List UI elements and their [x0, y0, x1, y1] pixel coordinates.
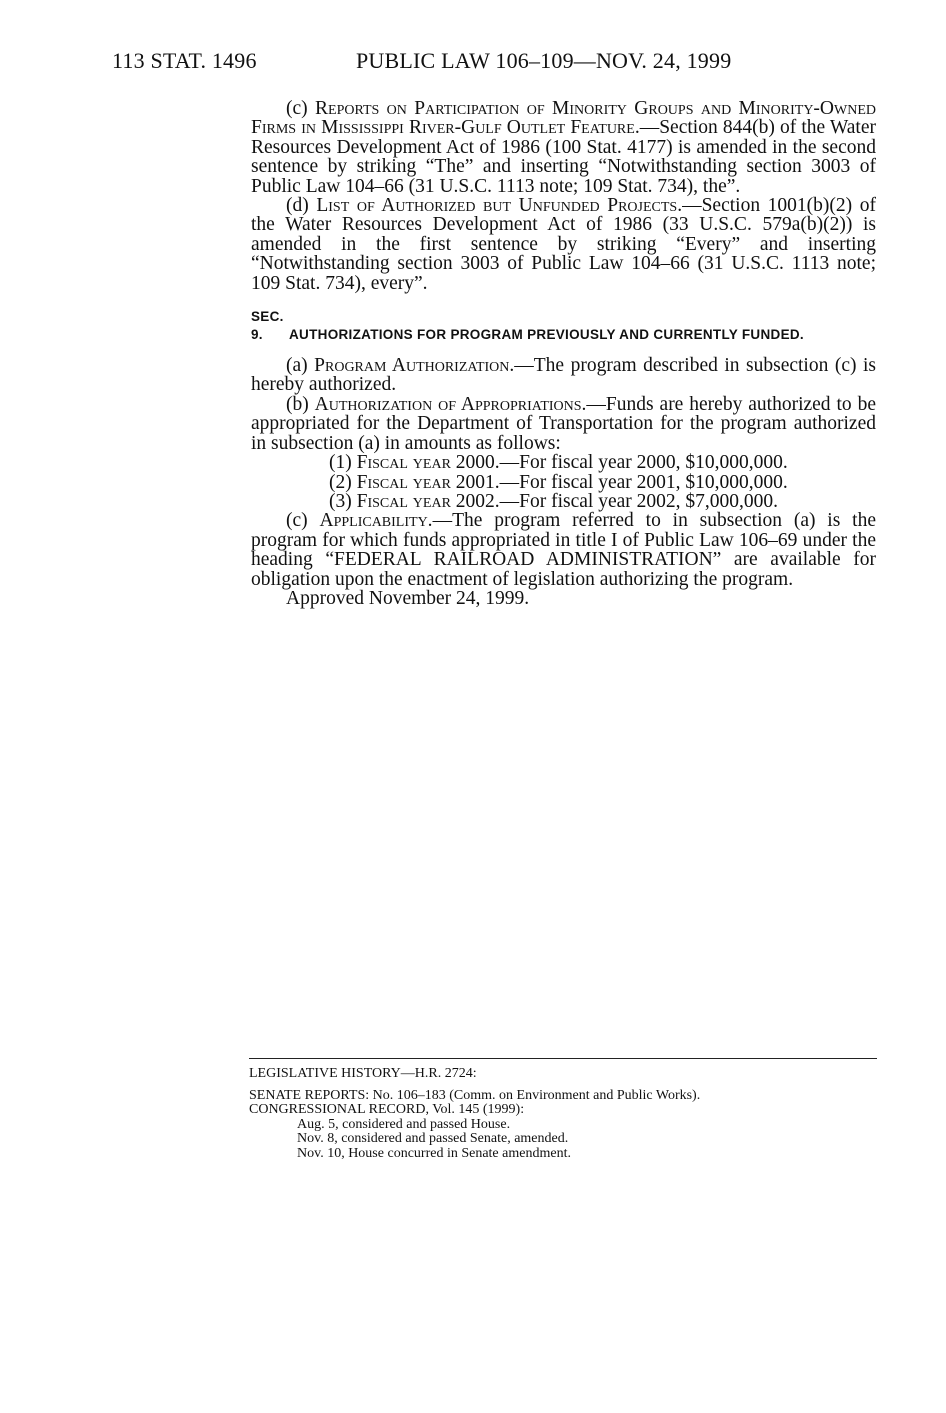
section-9-heading: [251, 308, 876, 344]
item-text: —For fiscal year 2002, $7,000,000.: [499, 490, 779, 512]
statute-page-reference: 113 STAT. 1496: [112, 48, 257, 73]
subsection-designator: (c): [286, 510, 320, 532]
item-text: —For fiscal year 2000, $10,000,000.: [499, 452, 788, 474]
law-body: [251, 99, 876, 608]
section-title: AUTHORIZATIONS FOR PROGRAM PREVIOUSLY AND CURRENTLY FUNDED.: [289, 327, 804, 343]
subsection-c-applicability: [251, 511, 876, 589]
item-designator: (2): [329, 471, 357, 493]
item-heading: Fiscal year 2000.: [356, 452, 500, 474]
legislative-history-title: LEGISLATIVE HISTORY—H.R. 2724:: [249, 1066, 477, 1081]
subsection-heading: Applicability.: [319, 510, 433, 532]
item-heading: Fiscal year 2002.: [356, 490, 500, 512]
fiscal-year-item: [251, 492, 876, 511]
fiscal-year-item: [251, 453, 876, 472]
record-entry: Aug. 5, considered and passed House.: [297, 1116, 511, 1132]
record-entry: Nov. 8, considered and passed Senate, amended.: [297, 1131, 569, 1147]
subsection-text: —The program described in subsection (c) is hereby authorized.: [251, 355, 876, 396]
paragraph-heading: List of Authorized but Unfunded Projects.: [316, 195, 683, 217]
senate-reports: SENATE REPORTS: No. 106–183 (Comm. on Environment and Public Works).: [249, 1087, 701, 1103]
approval-date: Approved November 24, 1999.: [286, 587, 530, 609]
item-text: —For fiscal year 2001, $10,000,000.: [499, 471, 788, 493]
paragraph-text: —Section 1001(b)(2) of the Water Resources Development Act of 1986 (33 U.S.C. 579a(b)(2)) is amended in the first sentence by striking “Every” and inserting “Notwithstanding section 3003 of Public Law 104–66 (31 U.S.C. 1113 note; 109 Stat. 734), every”.: [251, 195, 876, 294]
subsection-text: —Funds are hereby authorized to be appropriated for the Department of Transportation for the program authorized in subsection (a) in amounts as follows:: [251, 393, 876, 454]
paragraph-designator: (c): [286, 98, 316, 119]
subsection-designator: (b): [286, 393, 315, 415]
item-designator: (1): [329, 452, 357, 474]
paragraph-designator: (d): [286, 195, 317, 217]
paragraph-text: —Section 844(b) of the Water Resources Development Act of 1986 (100 Stat. 4177) is amended in the second sentence by striking “The” and inserting “Notwithstanding section 3003 of Public Law 104–66 (31 U.S.C. 1113 note; 109 Stat. 734), the”.: [251, 117, 876, 197]
legislative-history: [249, 1058, 877, 1162]
public-law-reference: PUBLIC LAW 106–109—NOV. 24, 1999: [356, 48, 732, 73]
paragraph-c-minority-reports: [251, 99, 876, 196]
congressional-record: CONGRESSIONAL RECORD, Vol. 145 (1999):: [249, 1102, 525, 1118]
item-heading: Fiscal year 2001.: [356, 471, 500, 493]
subsection-designator: (a): [286, 355, 315, 377]
section-number: SEC. 9.: [251, 309, 284, 343]
record-entry: Nov. 10, House concurred in Senate amendment.: [297, 1145, 571, 1161]
subsection-text: —The program referred to in subsection (a) is the program for which funds appropriated in title I of Public Law 106–69 under the heading “FEDERAL RAILROAD ADMINISTRATION” are available for obligation upon the enactment of legislation authorizing the program.: [251, 510, 876, 590]
subsection-b-appropriations: [251, 395, 876, 453]
subsection-heading: Authorization of Appropriations.: [314, 393, 587, 415]
item-designator: (3): [329, 490, 357, 512]
subsection-heading: Program Authorization.: [314, 355, 515, 377]
subsection-a-program-authorization: [251, 356, 876, 395]
paragraph-d-unfunded-projects: [251, 196, 876, 293]
paragraph-heading: Reports on Participation of Minority Groups and Minority-Owned Firms in Mississippi River-Gulf Outlet Feature.: [251, 98, 876, 139]
fiscal-year-item: [251, 473, 876, 492]
